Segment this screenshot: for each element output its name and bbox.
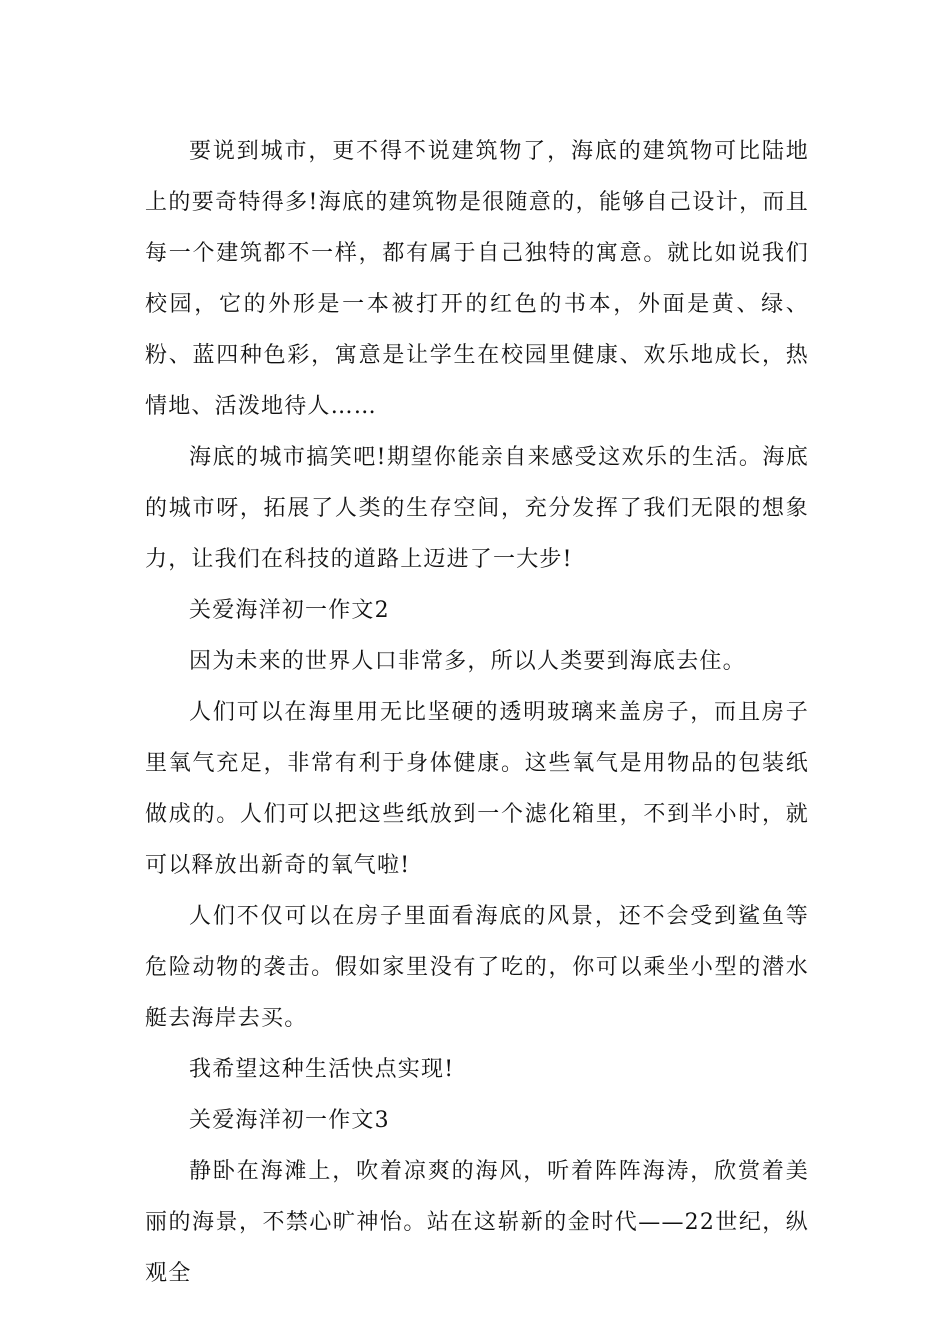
essay-title-2: 关爱海洋初一作文2 xyxy=(189,598,390,623)
paragraph-scenery: 人们不仅可以在房子里面看海底的风景，还不会受到鲨鱼等危险动物的袭击。假如家里没有了吃的，你可以乘坐小型的潜水艇去海岸去买。 xyxy=(145,904,809,1031)
paragraph-glass-houses: 人们可以在海里用无比坚硬的透明玻璃来盖房子，而且房子里氧气充足，非常有利于身体健康。这些氧气是用物品的包装纸做成的。人们可以把这些纸放到一个滤化箱里，不到半小时，就可以释放出新奇的氧气啦! xyxy=(145,700,809,878)
essay-title-3: 关爱海洋初一作文3 xyxy=(189,1108,390,1133)
document-body xyxy=(145,126,809,1299)
paragraph-population: 因为未来的世界人口非常多，所以人类要到海底去住。 xyxy=(189,649,746,674)
paragraph-wish: 我希望这种生活快点实现! xyxy=(189,1057,455,1082)
paragraph-buildings: 要说到城市，更不得不说建筑物了，海底的建筑物可比陆地上的要奇特得多!海底的建筑物是很随意的，能够自己设计，而且每一个建筑都不一样，都有属于自己独特的寓意。就比如说我们校园，它的外形是一本被打开的红色的书本，外面是黄、绿、粉、蓝四种色彩，寓意是让学生在校园里健康、欢乐地成长，热情地、活泼地待人…… xyxy=(145,139,809,419)
paragraph-beach: 静卧在海滩上，吹着凉爽的海风，听着阵阵海涛，欣赏着美丽的海景，不禁心旷神怡。站在这崭新的金时代——22世纪，纵观全 xyxy=(145,1159,809,1286)
paragraph-city-summary: 海底的城市搞笑吧!期望你能亲自来感受这欢乐的生活。海底的城市呀，拓展了人类的生存空间，充分发挥了我们无限的想象力，让我们在科技的道路上迈进了一大步! xyxy=(145,445,809,572)
